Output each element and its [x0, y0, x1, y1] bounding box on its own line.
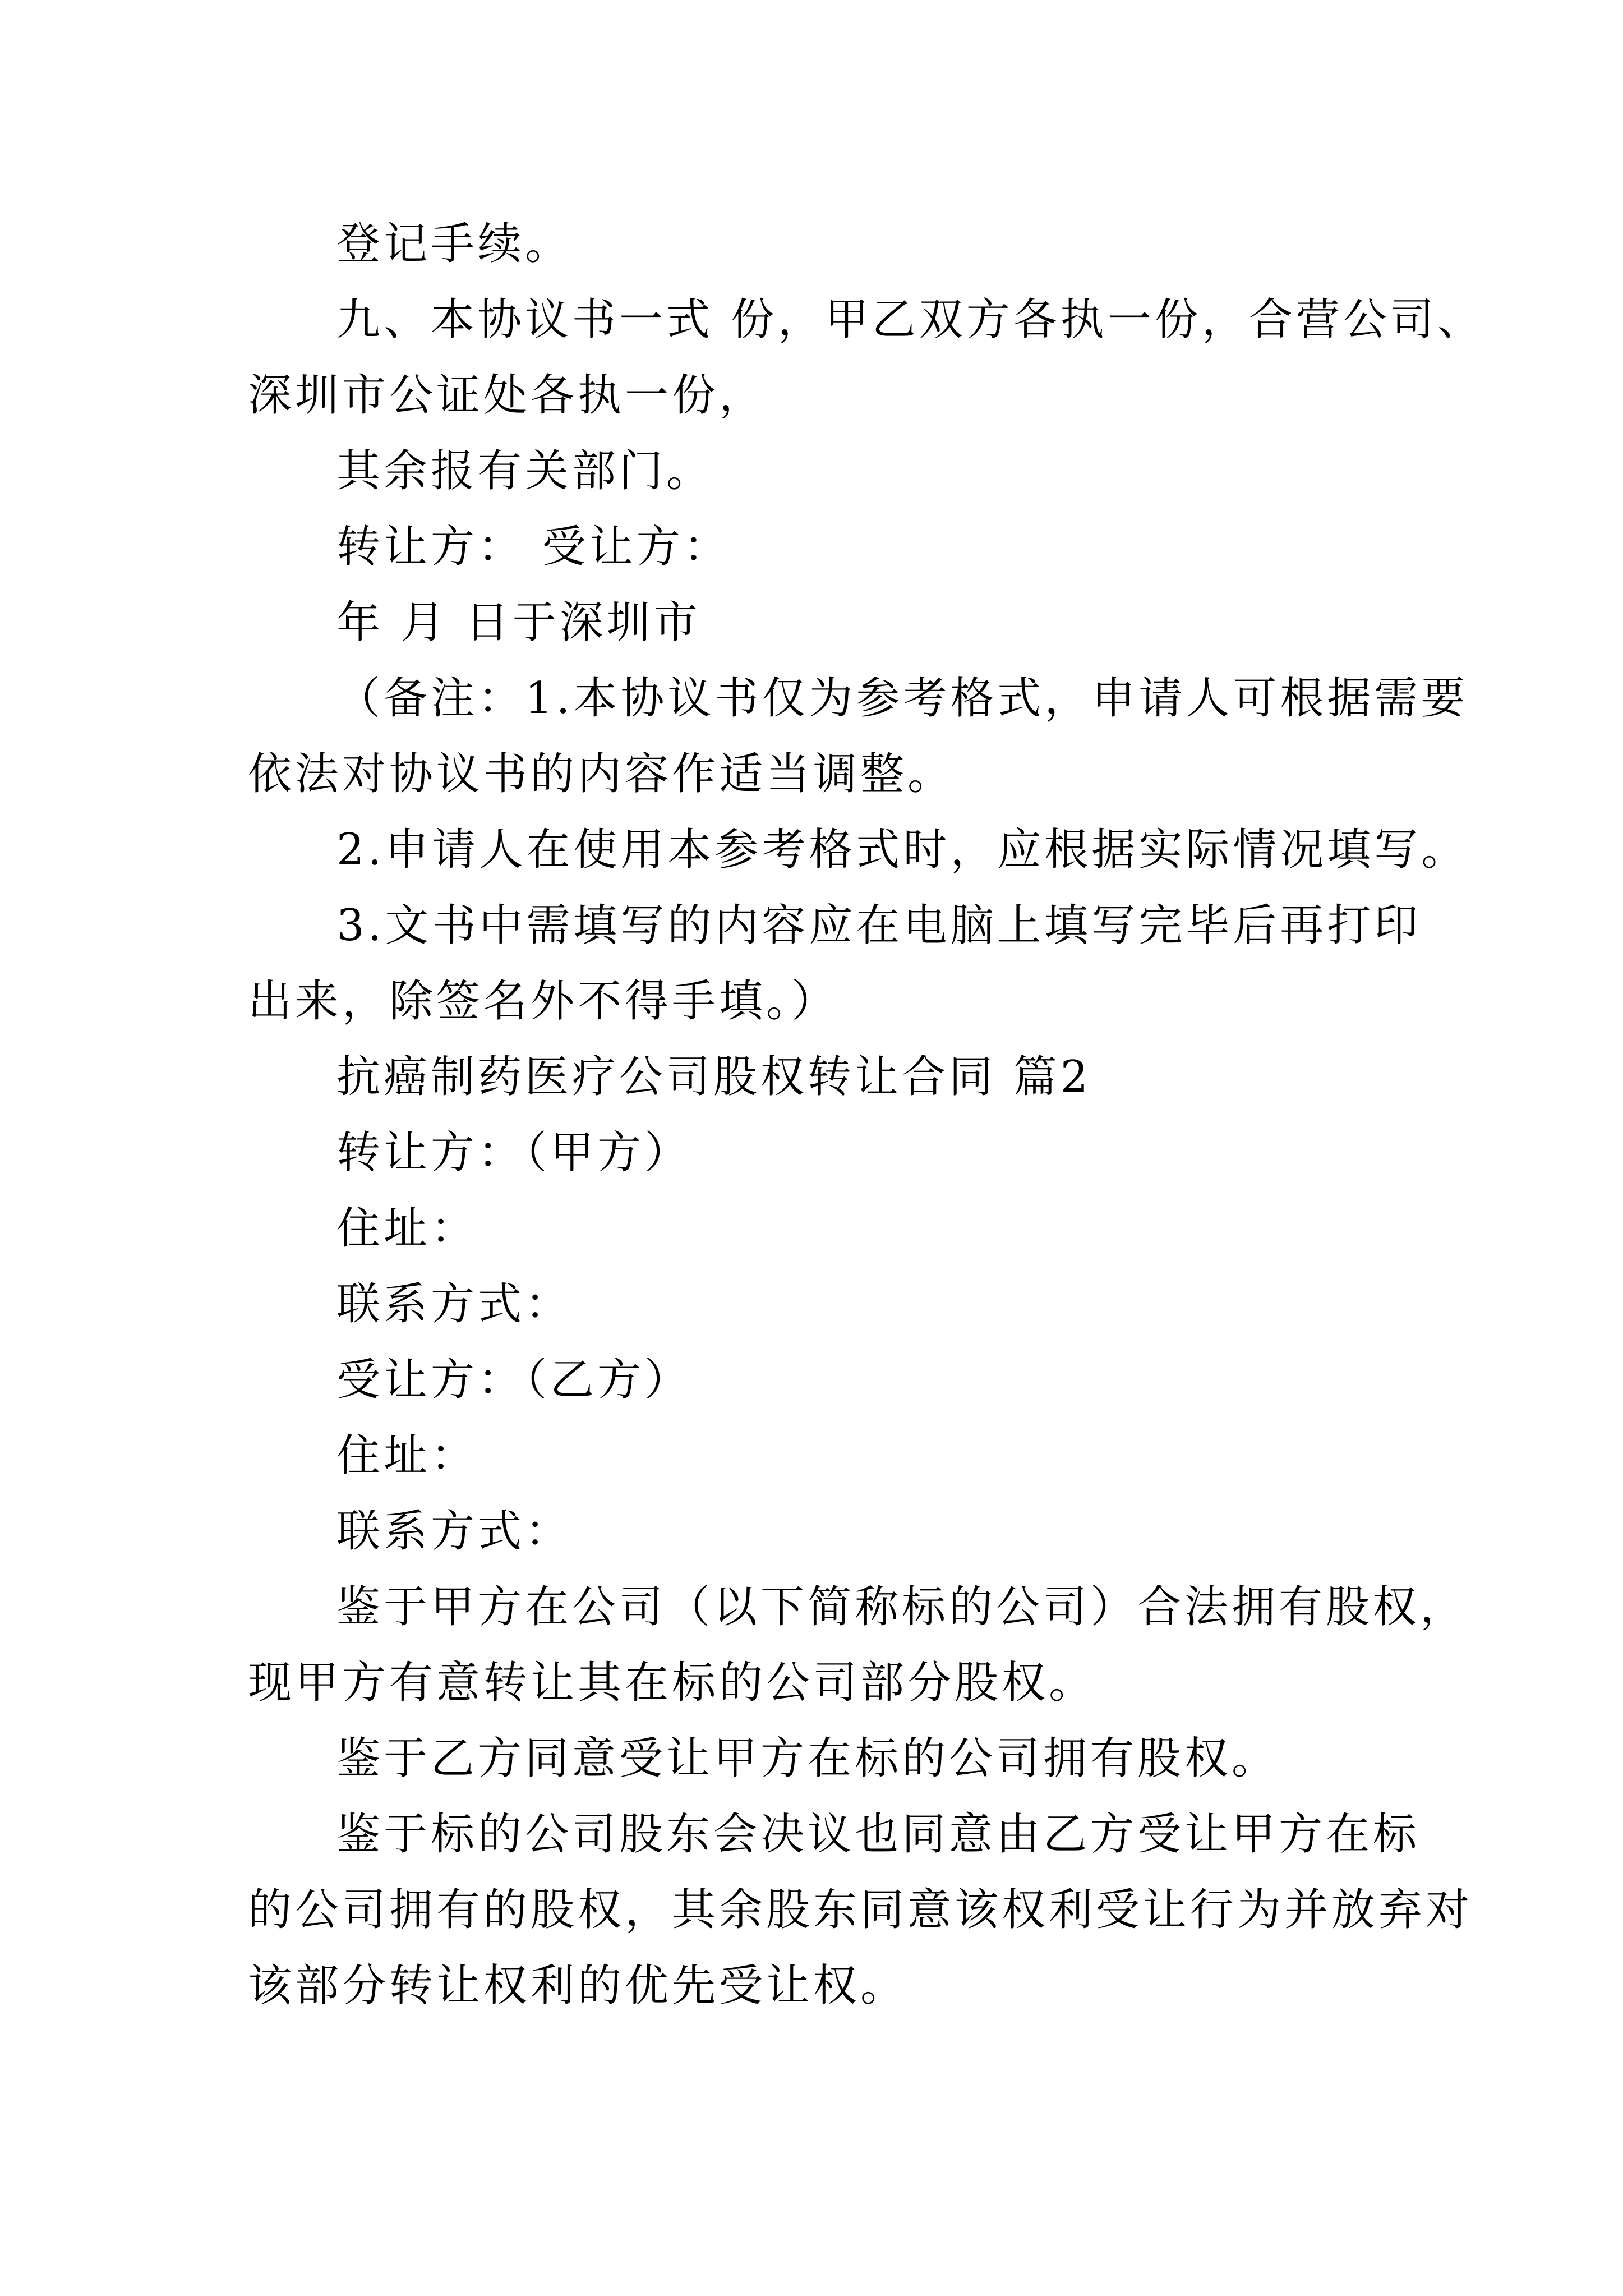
text-line: 现甲方有意转让其在标的公司部分股权。 — [248, 1658, 1096, 1708]
text-line: 的公司拥有的股权，其余股东同意该权利受让行为并放弃对 — [248, 1885, 1473, 1935]
text-line: 登记手续。 — [336, 219, 573, 269]
text-line: 2.申请人在使用本参考格式时，应根据实际情况填写。 — [336, 825, 1469, 875]
text-line: 其余报有关部门。 — [336, 446, 714, 496]
text-line: 深圳市公证处各执一份， — [248, 370, 767, 421]
text-line: 转让方： 受让方： — [336, 522, 731, 572]
section-heading: 抗癌制药医疗公司股权转让合同 篇2 — [336, 1052, 1092, 1102]
text-line: 九、本协议书一式 份，甲乙双方各执一份，合营公司、 — [336, 295, 1484, 345]
text-line: （备注：1.本协议书仅为参考格式，申请人可根据需要 — [336, 673, 1469, 724]
text-line: 年 月 日于深圳市 — [336, 597, 701, 648]
text-line: 鉴于乙方同意受让甲方在标的公司拥有股权。 — [336, 1733, 1279, 1784]
text-line: 转让方：（甲方） — [336, 1128, 692, 1178]
text-line: 鉴于标的公司股东会决议也同意由乙方受让甲方在标 — [336, 1809, 1421, 1860]
text-line: 该部分转让权利的优先受让权。 — [248, 1961, 908, 2011]
text-line: 住址： — [336, 1203, 478, 1254]
text-line: 鉴于甲方在公司（以下简称标的公司）合法拥有股权， — [336, 1582, 1468, 1632]
text-line: 出来，除签名外不得手填。） — [248, 976, 839, 1027]
text-line: 3.文书中需填写的内容应在电脑上填写完毕后再打印 — [336, 900, 1422, 951]
text-line: 受让方：（乙方） — [336, 1355, 692, 1405]
text-line: 联系方式： — [336, 1506, 573, 1557]
text-line: 联系方式： — [336, 1279, 573, 1329]
text-line: 依法对协议书的内容作适当调整。 — [248, 749, 955, 799]
text-line: 住址： — [336, 1430, 478, 1481]
